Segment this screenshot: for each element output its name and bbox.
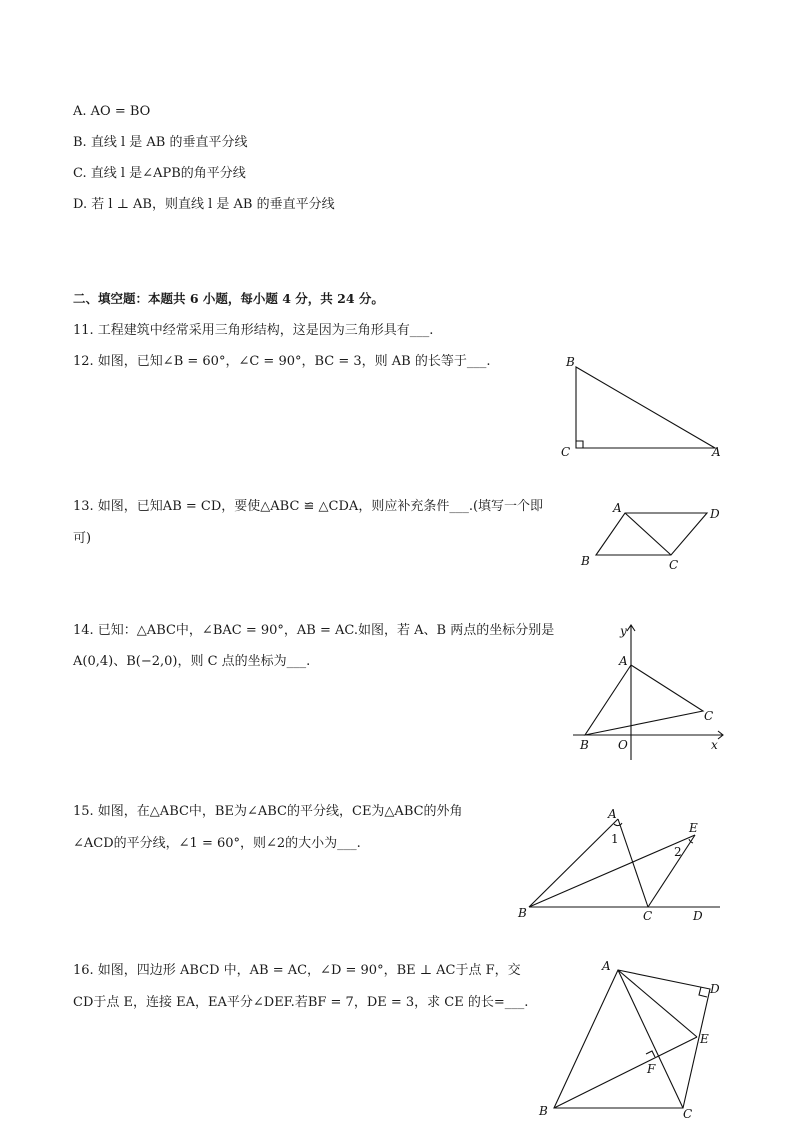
figure-16 — [535, 955, 725, 1123]
label-d: D — [710, 507, 720, 521]
label-e: E — [689, 821, 698, 835]
segment-ba — [529, 819, 618, 907]
parallelogram-abcd — [596, 513, 707, 555]
segment-ac — [618, 819, 648, 907]
label-angle-1: 1 — [611, 832, 619, 846]
figure-14 — [565, 615, 735, 765]
right-angle-mark — [576, 441, 583, 448]
label-d: D — [710, 982, 720, 996]
question-14-line2: A(0,4)、B(−2,0)，则 C 点的坐标为___. — [73, 654, 311, 669]
question-13-line1: 13. 如图，已知AB = CD，要使△ABC ≌ △CDA，则应补充条件___.(填写一个即 — [73, 499, 544, 514]
label-c: C — [683, 1107, 693, 1121]
figure-15 — [510, 805, 725, 925]
label-y: y — [620, 624, 627, 638]
diagonal-ac — [625, 513, 671, 555]
question-15-line1: 15. 如图，在△ABC中，BE为∠ABC的平分线，CE为△ABC的外角 — [73, 804, 463, 819]
label-x: x — [711, 738, 718, 752]
triangle-abc — [585, 665, 703, 735]
label-angle-2: 2 — [674, 845, 682, 859]
option-c: C. 直线 l 是∠APB的角平分线 — [73, 166, 246, 181]
question-14-line1: 14. 已知：△ABC中，∠BAC = 90°，AB = AC.如图，若 A、B 两点的坐标分别是 — [73, 623, 555, 638]
question-11: 11. 工程建筑中经常采用三角形结构，这是因为三角形具有___. — [73, 323, 434, 338]
segment-be — [554, 1037, 697, 1108]
label-c: C — [643, 909, 653, 923]
label-c: C — [561, 445, 571, 459]
label-a: A — [619, 654, 628, 668]
label-o: O — [618, 738, 628, 752]
label-a: A — [613, 501, 622, 515]
label-a: A — [712, 445, 721, 459]
label-a: A — [602, 959, 611, 973]
right-angle-mark-f — [646, 1051, 655, 1057]
segment-ac — [618, 970, 683, 1108]
angle-1-arc — [614, 823, 622, 826]
section-header: 二、填空题：本题共 6 小题，每小题 4 分，共 24 分。 — [73, 291, 384, 306]
label-b: B — [539, 1104, 548, 1118]
question-16-line1: 16. 如图，四边形 ABCD 中，AB = AC，∠D = 90°，BE ⊥ AC于点 F，交 — [73, 963, 521, 978]
triangle-abc — [576, 367, 715, 448]
option-a: A. AO = BO — [73, 104, 151, 119]
quadrilateral-abcd — [554, 970, 710, 1108]
label-e: E — [700, 1032, 709, 1046]
question-16-line2: CD于点 E，连接 EA，EA平分∠DEF.若BF = 7，DE = 3，求 CE 的长=___. — [73, 995, 529, 1010]
question-12: 12. 如图，已知∠B = 60°，∠C = 90°，BC = 3，则 AB 的长等于___. — [73, 354, 491, 369]
label-b: B — [518, 906, 527, 920]
label-b: B — [580, 738, 589, 752]
label-d: D — [693, 909, 703, 923]
label-c: C — [669, 558, 679, 572]
option-b: B. 直线 l 是 AB 的垂直平分线 — [73, 135, 248, 150]
figure-12 — [555, 350, 735, 465]
segment-ea — [618, 970, 697, 1037]
label-b: B — [581, 554, 590, 568]
option-d: D. 若 l ⊥ AB，则直线 l 是 AB 的垂直平分线 — [73, 197, 335, 212]
bisector-ce — [648, 835, 695, 907]
label-c: C — [704, 709, 714, 723]
question-13-line2: 可) — [73, 531, 92, 546]
figure-13 — [575, 498, 735, 578]
label-b: B — [566, 355, 575, 369]
label-f: F — [647, 1062, 656, 1076]
question-15-line2: ∠ACD的平分线，∠1 = 60°，则∠2的大小为___. — [73, 836, 361, 851]
label-a: A — [608, 807, 617, 821]
